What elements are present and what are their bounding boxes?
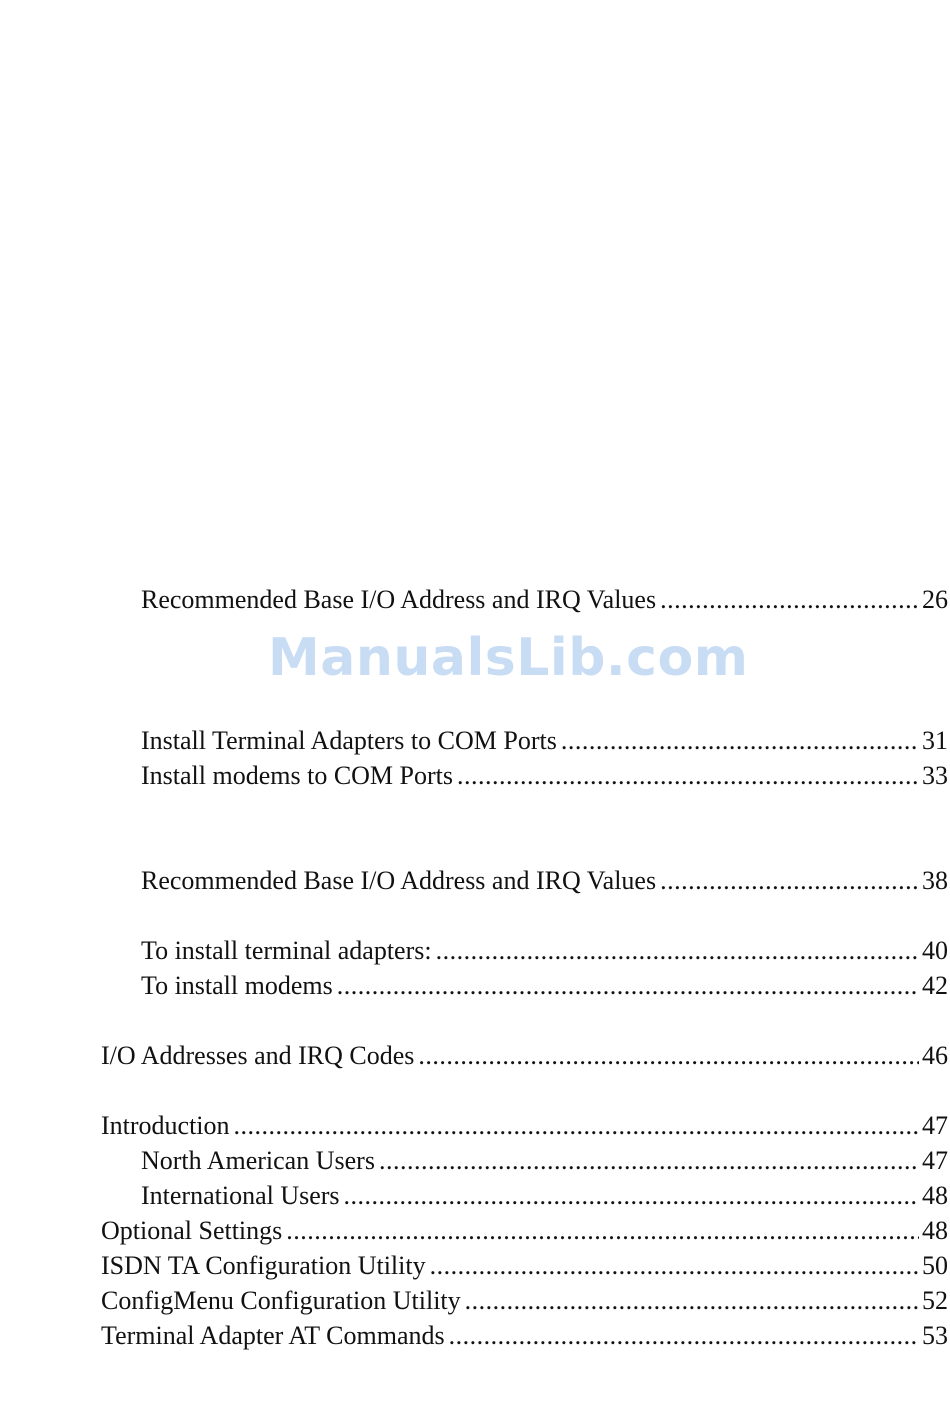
toc-entry xyxy=(101,1319,948,1353)
toc-entry xyxy=(101,1109,948,1143)
dot-leader xyxy=(234,1109,919,1143)
toc-entry-title: To install modems xyxy=(141,971,333,1000)
toc-entry xyxy=(141,759,948,793)
dot-leader xyxy=(457,759,919,793)
toc-entry-page: 47 xyxy=(922,1111,948,1140)
toc-entry-title: To install terminal adapters: xyxy=(141,936,432,965)
dot-leader xyxy=(418,1039,919,1073)
toc-entry xyxy=(101,1284,948,1318)
toc-entry-title: Recommended Base I/O Address and IRQ Values xyxy=(141,866,657,895)
toc-entry xyxy=(101,1249,948,1283)
toc-entry-title: Recommended Base I/O Address and IRQ Values xyxy=(141,585,657,614)
dot-leader xyxy=(344,1179,919,1213)
toc-entry-title: Terminal Adapter AT Commands xyxy=(101,1321,445,1350)
toc-entry-title: Optional Settings xyxy=(101,1216,283,1245)
dot-leader xyxy=(337,969,919,1003)
toc-entry-page: 52 xyxy=(922,1286,948,1315)
dot-leader xyxy=(660,864,919,898)
toc-entry xyxy=(141,1144,948,1178)
toc-entry-page: 26 xyxy=(922,585,948,614)
toc-entry-title: I/O Addresses and IRQ Codes xyxy=(101,1041,415,1070)
toc-entry xyxy=(141,724,948,758)
dot-leader xyxy=(465,1284,919,1318)
toc-entry xyxy=(101,1039,948,1073)
toc-entry xyxy=(141,583,948,617)
dot-leader xyxy=(449,1319,919,1353)
toc-entry-page: 48 xyxy=(922,1216,948,1245)
toc-entry-title: Install modems to COM Ports xyxy=(141,761,454,790)
toc-entry-title: ConfigMenu Configuration Utility xyxy=(101,1286,461,1315)
toc-entry-page: 50 xyxy=(922,1251,948,1280)
toc-entry-title: North American Users xyxy=(141,1146,375,1175)
toc-entry-page: 38 xyxy=(922,866,948,895)
toc-entry-page: 31 xyxy=(922,726,948,755)
toc-entry xyxy=(101,1214,948,1248)
toc-entry-page: 48 xyxy=(922,1181,948,1210)
dot-leader xyxy=(660,583,919,617)
toc-entry-page: 47 xyxy=(922,1146,948,1175)
toc-entry-page: 40 xyxy=(922,936,948,965)
toc-entry xyxy=(141,934,948,968)
toc-entry-page: 53 xyxy=(922,1321,948,1350)
watermark: ManualsLib.com xyxy=(268,628,749,688)
dot-leader xyxy=(379,1144,919,1178)
toc-entry-title: International Users xyxy=(141,1181,340,1210)
toc-entry xyxy=(141,864,948,898)
dot-leader xyxy=(286,1214,919,1248)
toc-entry-title: Install Terminal Adapters to COM Ports xyxy=(141,726,557,755)
toc-entry-page: 46 xyxy=(922,1041,948,1070)
dot-leader xyxy=(436,934,919,968)
dot-leader xyxy=(430,1249,919,1283)
toc-entry-title: ISDN TA Configuration Utility xyxy=(101,1251,426,1280)
toc-entry-page: 33 xyxy=(922,761,948,790)
toc-entry xyxy=(141,969,948,1003)
toc-entry-page: 42 xyxy=(922,971,948,1000)
dot-leader xyxy=(561,724,919,758)
toc-entry xyxy=(141,1179,948,1213)
toc-entry-title: Introduction xyxy=(101,1111,230,1140)
